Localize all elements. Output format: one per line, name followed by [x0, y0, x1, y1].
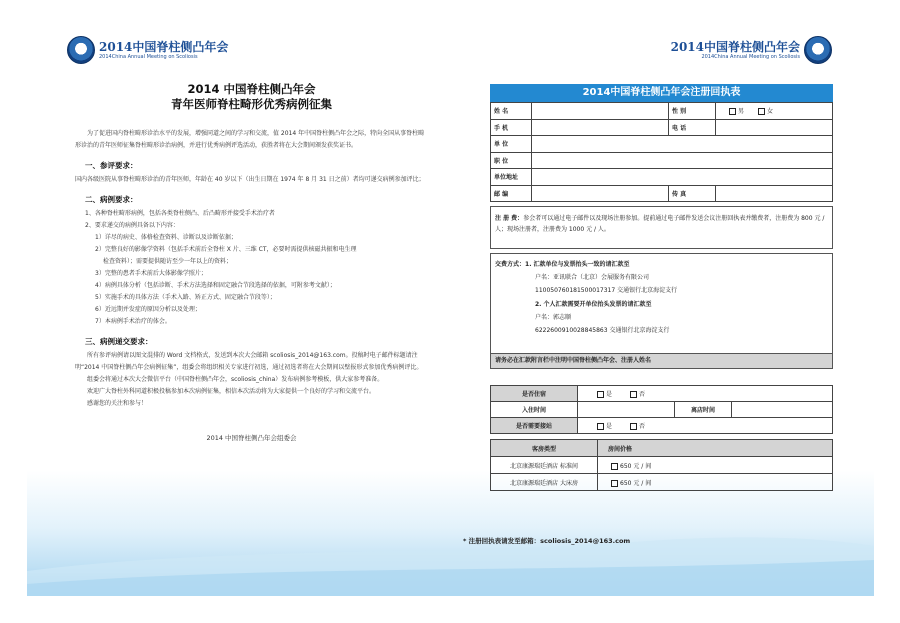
room-price-header: 房间价格 [598, 440, 833, 457]
position-field[interactable] [532, 152, 833, 169]
fax-field[interactable] [716, 185, 833, 202]
checkin-label: 入住时间 [491, 402, 578, 418]
no-label: 否 [638, 391, 645, 398]
list-item: 检查资料）；需要提供随访至少一年以上的资料； [103, 258, 233, 265]
list-item: 5）实施手术的具体方法（手术入路、矫正方式、固定融合节段等）； [95, 294, 276, 301]
page-title: 2014 中国脊柱侧凸年会 [187, 82, 316, 96]
room-checkbox[interactable] [611, 480, 618, 487]
header-logo-right [671, 36, 832, 64]
lodging-field[interactable] [578, 386, 833, 402]
list-item: 4）病例具体分析（包括诊断、手术方法选择和固定融合节段选择的依据，可附参考文献）； [95, 282, 336, 289]
room-price-cell[interactable] [598, 474, 833, 491]
pickup-field[interactable] [578, 418, 833, 434]
form-title: 2014中国脊柱侧凸年会注册回执表 [490, 84, 833, 102]
lodging-table [490, 385, 833, 434]
registrant-table [490, 102, 833, 202]
list-item: 6）近远期并发症的原因分析以及处理； [95, 306, 201, 313]
list-item: 3）完整的患者手术前后大体影像学照片； [95, 270, 207, 277]
gender-label: 性 别 [669, 103, 716, 120]
payment-line: 6222600910028845863 交通银行北京海淀支行 [535, 327, 670, 335]
yes-label: 是 [606, 391, 613, 398]
room-price: 650 元 / 间 [620, 479, 652, 487]
payment-line: 2. 个人汇款需要开单位抬头发票的请汇款至 [535, 300, 652, 308]
male-checkbox[interactable] [729, 108, 736, 115]
room-price-cell[interactable] [598, 457, 833, 474]
name-field[interactable] [532, 103, 669, 120]
payment-label: 交费方式： [495, 261, 526, 268]
pickup-yes-checkbox[interactable] [597, 423, 604, 430]
list-item: 1、各种脊柱畸形病例，包括各类脊柱侧凸、后凸畸形并接受手术治疗者 [85, 210, 275, 217]
male-label: 男 [738, 108, 745, 116]
section-heading: 一、参评要求： [85, 161, 138, 170]
checkout-field[interactable] [732, 402, 833, 418]
payment-line: 1. 汇款单位与发票抬头一致的请汇款至 [525, 261, 630, 268]
postcode-label: 邮 编 [491, 185, 532, 202]
unit-label: 单 位 [491, 136, 532, 153]
mobile-label: 手 机 [491, 119, 532, 136]
section-text: 所有参评病例请以图文混排的 Word 文档格式，发送到本次大会邮箱 scoliosis_2014@163.com。投稿时电子邮件标题请注明“2014 中国脊柱侧凸年会病例征集”，组委会将组织相关专家进行初选，通过初选者将在大会期间以壁报形式参加优秀病例评比。 [75, 352, 423, 371]
female-checkbox[interactable] [758, 108, 765, 115]
registration-fee-box [490, 206, 833, 249]
pickup-no-checkbox[interactable] [630, 423, 637, 430]
section-text: 欢迎广大脊柱外科同道积极投稿参加本次病例征集，相信本次活动将为大家提供一个良好的学习和交流平台。 [87, 388, 376, 395]
phone-label: 电 话 [669, 119, 716, 136]
room-price: 650 元 / 间 [620, 462, 652, 470]
lodging-no-checkbox[interactable] [630, 391, 637, 398]
page-subtitle: 青年医师脊柱畸形优秀病例征集 [171, 97, 332, 111]
address-label: 单位地址 [491, 169, 532, 186]
room-checkbox[interactable] [611, 463, 618, 470]
scoliosis-emblem-icon [804, 36, 832, 64]
section-text: 国内各级医院从事脊柱畸形诊治的青年医师，年龄在 40 岁以下（出生日期在 1974 年 8 月 31 日之前）者均可递交病例参加评比； [75, 176, 425, 183]
logo-title: 2014中国脊柱侧凸年会 [99, 39, 229, 54]
no-label: 否 [638, 423, 645, 430]
logo-subtitle: 2014China Annual Meeting on Scoliosis [701, 53, 800, 60]
submission-footnote: * 注册回执表请发至邮箱：scoliosis_2014@163.com [463, 537, 631, 545]
scoliosis-emblem-icon [67, 36, 95, 64]
logo-subtitle: 2014China Annual Meeting on Scoliosis [99, 53, 198, 60]
list-item: 1）详尽的病史、体格检查资料、诊断以及诊断依据； [95, 234, 237, 241]
section-heading: 二、病例要求： [85, 195, 138, 204]
postcode-field[interactable] [532, 185, 669, 202]
section-heading: 三、病例递交要求： [85, 337, 153, 346]
section-text: 感谢您的关注和参与！ [87, 400, 148, 407]
female-label: 女 [766, 108, 773, 116]
position-label: 职 位 [491, 152, 532, 169]
payment-note: 请务必在汇款附言栏中注明中国脊柱侧凸年会、注册人姓名 [490, 354, 833, 369]
room-name: 北京康源瑞廷酒店 大床房 [491, 474, 598, 491]
fax-label: 传 真 [669, 185, 716, 202]
mobile-field[interactable] [532, 119, 669, 136]
payment-line: 110050760181500017317 交通银行北京海淀支行 [535, 287, 678, 295]
pickup-label: 是否需要接站 [491, 418, 578, 434]
name-label: 姓 名 [491, 103, 532, 120]
lodging-label: 是否住宿 [491, 386, 578, 402]
logo-title: 2014中国脊柱侧凸年会 [670, 39, 800, 54]
organizer-signature: 2014 中国脊柱侧凸年会组委会 [206, 434, 297, 442]
payment-line: 户名：亚讯联合（北京）会展服务有限公司 [535, 274, 650, 282]
section-text: 组委会将通过本次大会微信平台（中国脊柱侧凸年会，scoliosis_china）发布病例参考模板，供大家参考准备。 [87, 376, 384, 383]
header-logo-left [67, 36, 228, 64]
fee-label: 注 册 费： [495, 215, 524, 222]
page-sheet [27, 26, 874, 596]
list-item: 7）本病例手术治疗的体会。 [95, 318, 171, 325]
decorative-wave [27, 516, 874, 596]
lodging-yes-checkbox[interactable] [597, 391, 604, 398]
phone-field[interactable] [716, 119, 833, 136]
gender-field[interactable] [716, 103, 833, 120]
address-field[interactable] [532, 169, 833, 186]
payment-box [490, 253, 833, 354]
list-item: 2、要求递交的病例具备以下内容： [85, 222, 179, 229]
list-item: 2）完整良好的影像学资料（包括手术前后全脊柱 X 片、三维 CT，必要时需提供核磁共振和电生理 [95, 246, 357, 253]
yes-label: 是 [606, 423, 613, 430]
room-type-header: 客房类型 [491, 440, 598, 457]
room-name: 北京康源瑞廷酒店 标准间 [491, 457, 598, 474]
checkin-field[interactable] [578, 402, 675, 418]
fee-text: 参会者可以通过电子邮件以及现场注册参加。提前通过电子邮件发送会议注册回执表并缴费者，注册费为 800 元 / 人；现场注册者，注册费为 1000 元 / 人。 [495, 215, 825, 233]
room-table [490, 439, 833, 491]
intro-paragraph: 为了促进国内脊柱畸形诊治水平的发展，增强同道之间的学习和交流，值 2014 年中国脊柱侧凸年会之际，特向全国从事脊柱畸形诊治的青年医师征集脊柱畸形诊治病例，并进行优秀病例评选活动，获胜者将在大会期间颁发获奖证书。 [75, 130, 425, 149]
checkout-label: 离店时间 [675, 402, 732, 418]
payment-line: 户名：郭志顺 [535, 313, 572, 321]
registration-form [490, 84, 833, 491]
unit-field[interactable] [532, 136, 833, 153]
call-for-cases [75, 82, 428, 444]
